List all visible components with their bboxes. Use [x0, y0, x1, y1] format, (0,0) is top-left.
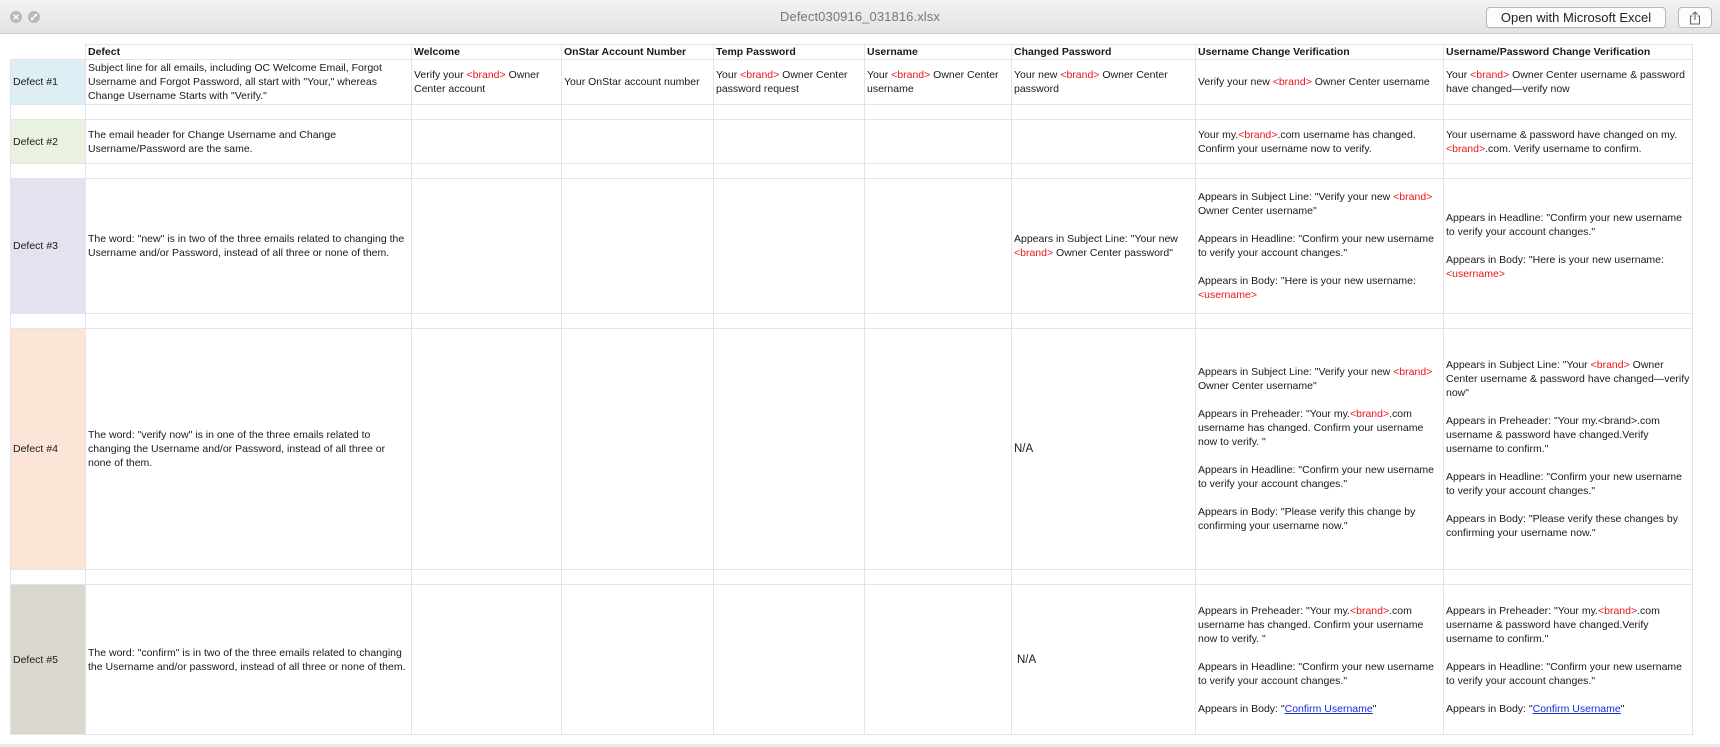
column-header-onstar-account-number: OnStar Account Number — [562, 45, 714, 60]
column-header-defect: Defect — [86, 45, 412, 60]
username-change-cell: Appears in Subject Line: "Verify your new <brand> Owner Center username" Appears in Headline: "Confirm your new username to verify your account changes." Appears in Body: "Here is your new username: <username> — [1196, 179, 1444, 314]
share-icon — [1689, 11, 1701, 25]
column-header-temp-password: Temp Password — [714, 45, 865, 60]
username-cell: Your <brand> Owner Center username — [865, 60, 1012, 105]
spacer-row — [11, 164, 1693, 179]
defect-label-cell: Defect #1 — [11, 60, 86, 105]
defect-description-cell: The word: "new" is in two of the three emails related to changing the Username and/or Password, instead of all three or none of them. — [86, 179, 412, 314]
table-row-defect-5 — [11, 585, 1693, 735]
defect-label-cell: Defect #5 — [11, 585, 86, 735]
table-row-defect-3 — [11, 179, 1693, 314]
spreadsheet-table — [10, 44, 1693, 735]
confirm-username-link[interactable]: Confirm Username — [1284, 702, 1373, 715]
column-header-username-password-change-verification: Username/Password Change Verification — [1444, 45, 1693, 60]
defect-label-cell: Defect #3 — [11, 179, 86, 314]
defect-description-cell: Subject line for all emails, including OC Welcome Email, Forgot Username and Forgot Password, all start with "Your," whereas Change Username Starts with "Verify." — [86, 60, 412, 105]
table-row-defect-4 — [11, 329, 1693, 570]
table-row-defect-2 — [11, 120, 1693, 164]
userpass-change-cell: Your <brand> Owner Center username & password have changed—verify now — [1444, 60, 1693, 105]
column-header-changed-password: Changed Password — [1012, 45, 1196, 60]
username-change-cell: Appears in Preheader: "Your my.<brand>.com username has changed. Confirm your username now to verify. " Appears in Headline: "Confirm your new username to verify your account changes." Appears in Body: "Confirm Username" — [1196, 585, 1444, 735]
quicklook-titlebar — [0, 0, 1720, 34]
defect-description-cell: The word: "confirm" is in two of the three emails related to changing the Username and/or password, instead of all three or none of them. — [86, 585, 412, 735]
temp-password-cell: Your <brand> Owner Center password request — [714, 60, 865, 105]
confirm-username-link[interactable]: Confirm Username — [1532, 702, 1621, 715]
username-change-cell: Verify your new <brand> Owner Center username — [1196, 60, 1444, 105]
welcome-cell: Verify your <brand> Owner Center account — [412, 60, 562, 105]
username-change-cell: Your my.<brand>.com username has changed. Confirm your username now to verify. — [1196, 120, 1444, 164]
onstar-cell: Your OnStar account number — [562, 60, 714, 105]
window-title: Defect030916_031816.xlsx — [780, 9, 940, 24]
spacer-row — [11, 570, 1693, 585]
userpass-change-cell: Appears in Preheader: "Your my.<brand>.com username & password have changed.Verify username to confirm." Appears in Headline: "Confirm your new username to verify your account changes." Appears in Body: "Confirm Username" — [1444, 585, 1693, 735]
column-header-username-change-verification: Username Change Verification — [1196, 45, 1444, 60]
changed-password-cell: N/A — [1012, 329, 1196, 570]
share-button[interactable] — [1678, 7, 1712, 28]
defect-description-cell: The email header for Change Username and Change Username/Password are the same. — [86, 120, 412, 164]
defect-label-cell: Defect #4 — [11, 329, 86, 570]
defect-label-cell: Defect #2 — [11, 120, 86, 164]
userpass-change-cell: Appears in Subject Line: "Your <brand> Owner Center username & password have changed—verify now" Appears in Preheader: "Your my.<brand>.com username & password have changed.Verify username to confirm." Appears in Headline: "Confirm your new username to verify your account changes." Appears in Body: "Please verify these changes by confirming your username now." — [1444, 329, 1693, 570]
column-header-welcome: Welcome — [412, 45, 562, 60]
corner-cell — [11, 45, 86, 60]
userpass-change-cell: Appears in Headline: "Confirm your new username to verify your account changes." Appears in Body: "Here is your new username: <username> — [1444, 179, 1693, 314]
header-row — [11, 45, 1693, 60]
changed-password-cell: Appears in Subject Line: "Your new <brand> Owner Center password" — [1012, 179, 1196, 314]
changed-password-cell: Your new <brand> Owner Center password — [1012, 60, 1196, 105]
username-change-cell: Appears in Subject Line: "Verify your new <brand> Owner Center username" Appears in Preheader: "Your my.<brand>.com username has changed. Confirm your username now to verify. " Appears in Headline: "Confirm your new username to verify your account changes." Appears in Body: "Please verify this change by confirming your username now." — [1196, 329, 1444, 570]
open-with-excel-button[interactable]: Open with Microsoft Excel — [1486, 7, 1666, 28]
spacer-row — [11, 105, 1693, 120]
column-header-username: Username — [865, 45, 1012, 60]
spacer-row — [11, 314, 1693, 329]
defect-description-cell: The word: "verify now" is in one of the three emails related to changing the Username and/or Password, instead of all three or none of them. — [86, 329, 412, 570]
table-row-defect-1 — [11, 60, 1693, 105]
userpass-change-cell: Your username & password have changed on my.<brand>.com. Verify username to confirm. — [1444, 120, 1693, 164]
changed-password-cell: N/A — [1012, 585, 1196, 735]
